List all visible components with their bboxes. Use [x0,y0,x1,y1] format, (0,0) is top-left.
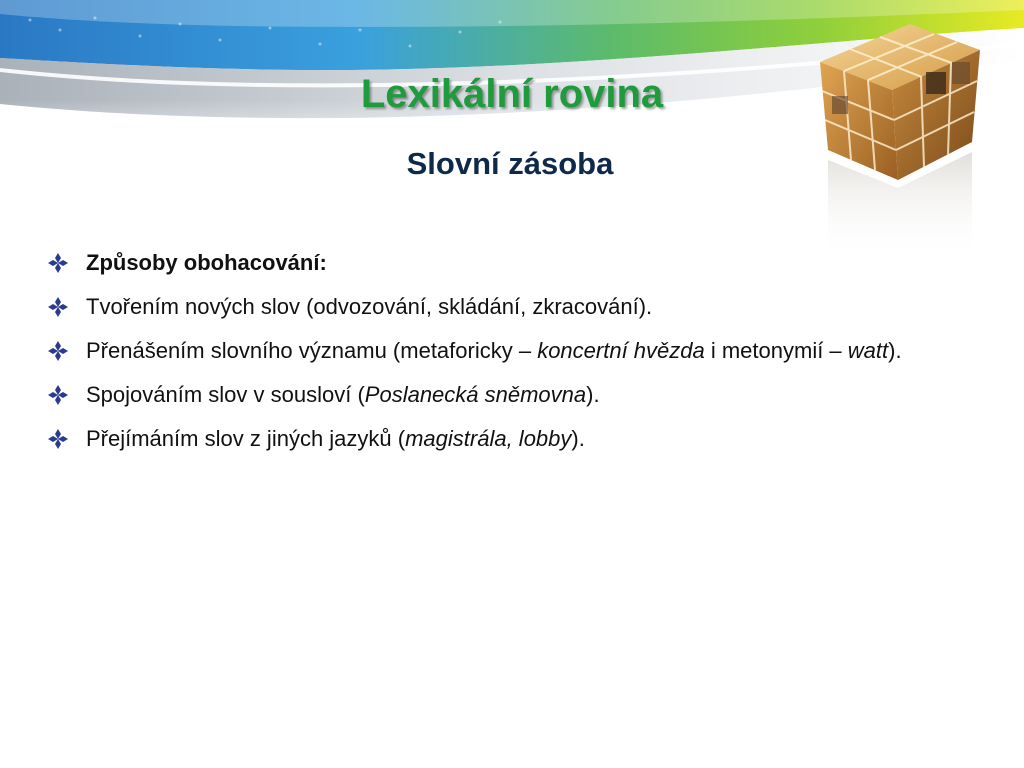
bullet-item [46,334,926,368]
bullet-text: Způsoby obohacování: [86,250,327,275]
bullet-text: ). [586,382,600,407]
bullet-text: ). [571,426,585,451]
bullet-example: magistrála, lobby [405,426,572,451]
bullet-text: Přenášením slovního významu (metaforicky – [86,338,538,363]
bullet-text: Tvořením nových slov (odvozování, skládání, zkracování). [86,294,653,319]
four-petal-diamond-icon [46,427,70,451]
bullet-item [46,246,926,280]
four-petal-diamond-icon [46,339,70,363]
photo-cube-icon [800,10,1000,270]
bullet-text: i metonymií – [704,338,848,363]
bullet-text: ). [888,338,902,363]
bullet-example: Poslanecká sněmovna [364,382,587,407]
four-petal-diamond-icon [46,295,70,319]
four-petal-diamond-icon [46,383,70,407]
slide-title: Lexikální rovina [360,72,664,116]
bullet-item [46,422,926,456]
four-petal-diamond-icon [46,251,70,275]
bullet-text: Spojováním slov v sousloví ( [86,382,365,407]
bullet-item [46,290,926,324]
bullet-item [46,378,926,412]
bullet-text: Přejímáním slov z jiných jazyků ( [86,426,406,451]
bullet-list [46,246,926,466]
bullet-example: koncertní hvězda [537,338,705,363]
bullet-example: watt [847,338,889,363]
slide-subtitle: Slovní zásoba [406,146,614,181]
